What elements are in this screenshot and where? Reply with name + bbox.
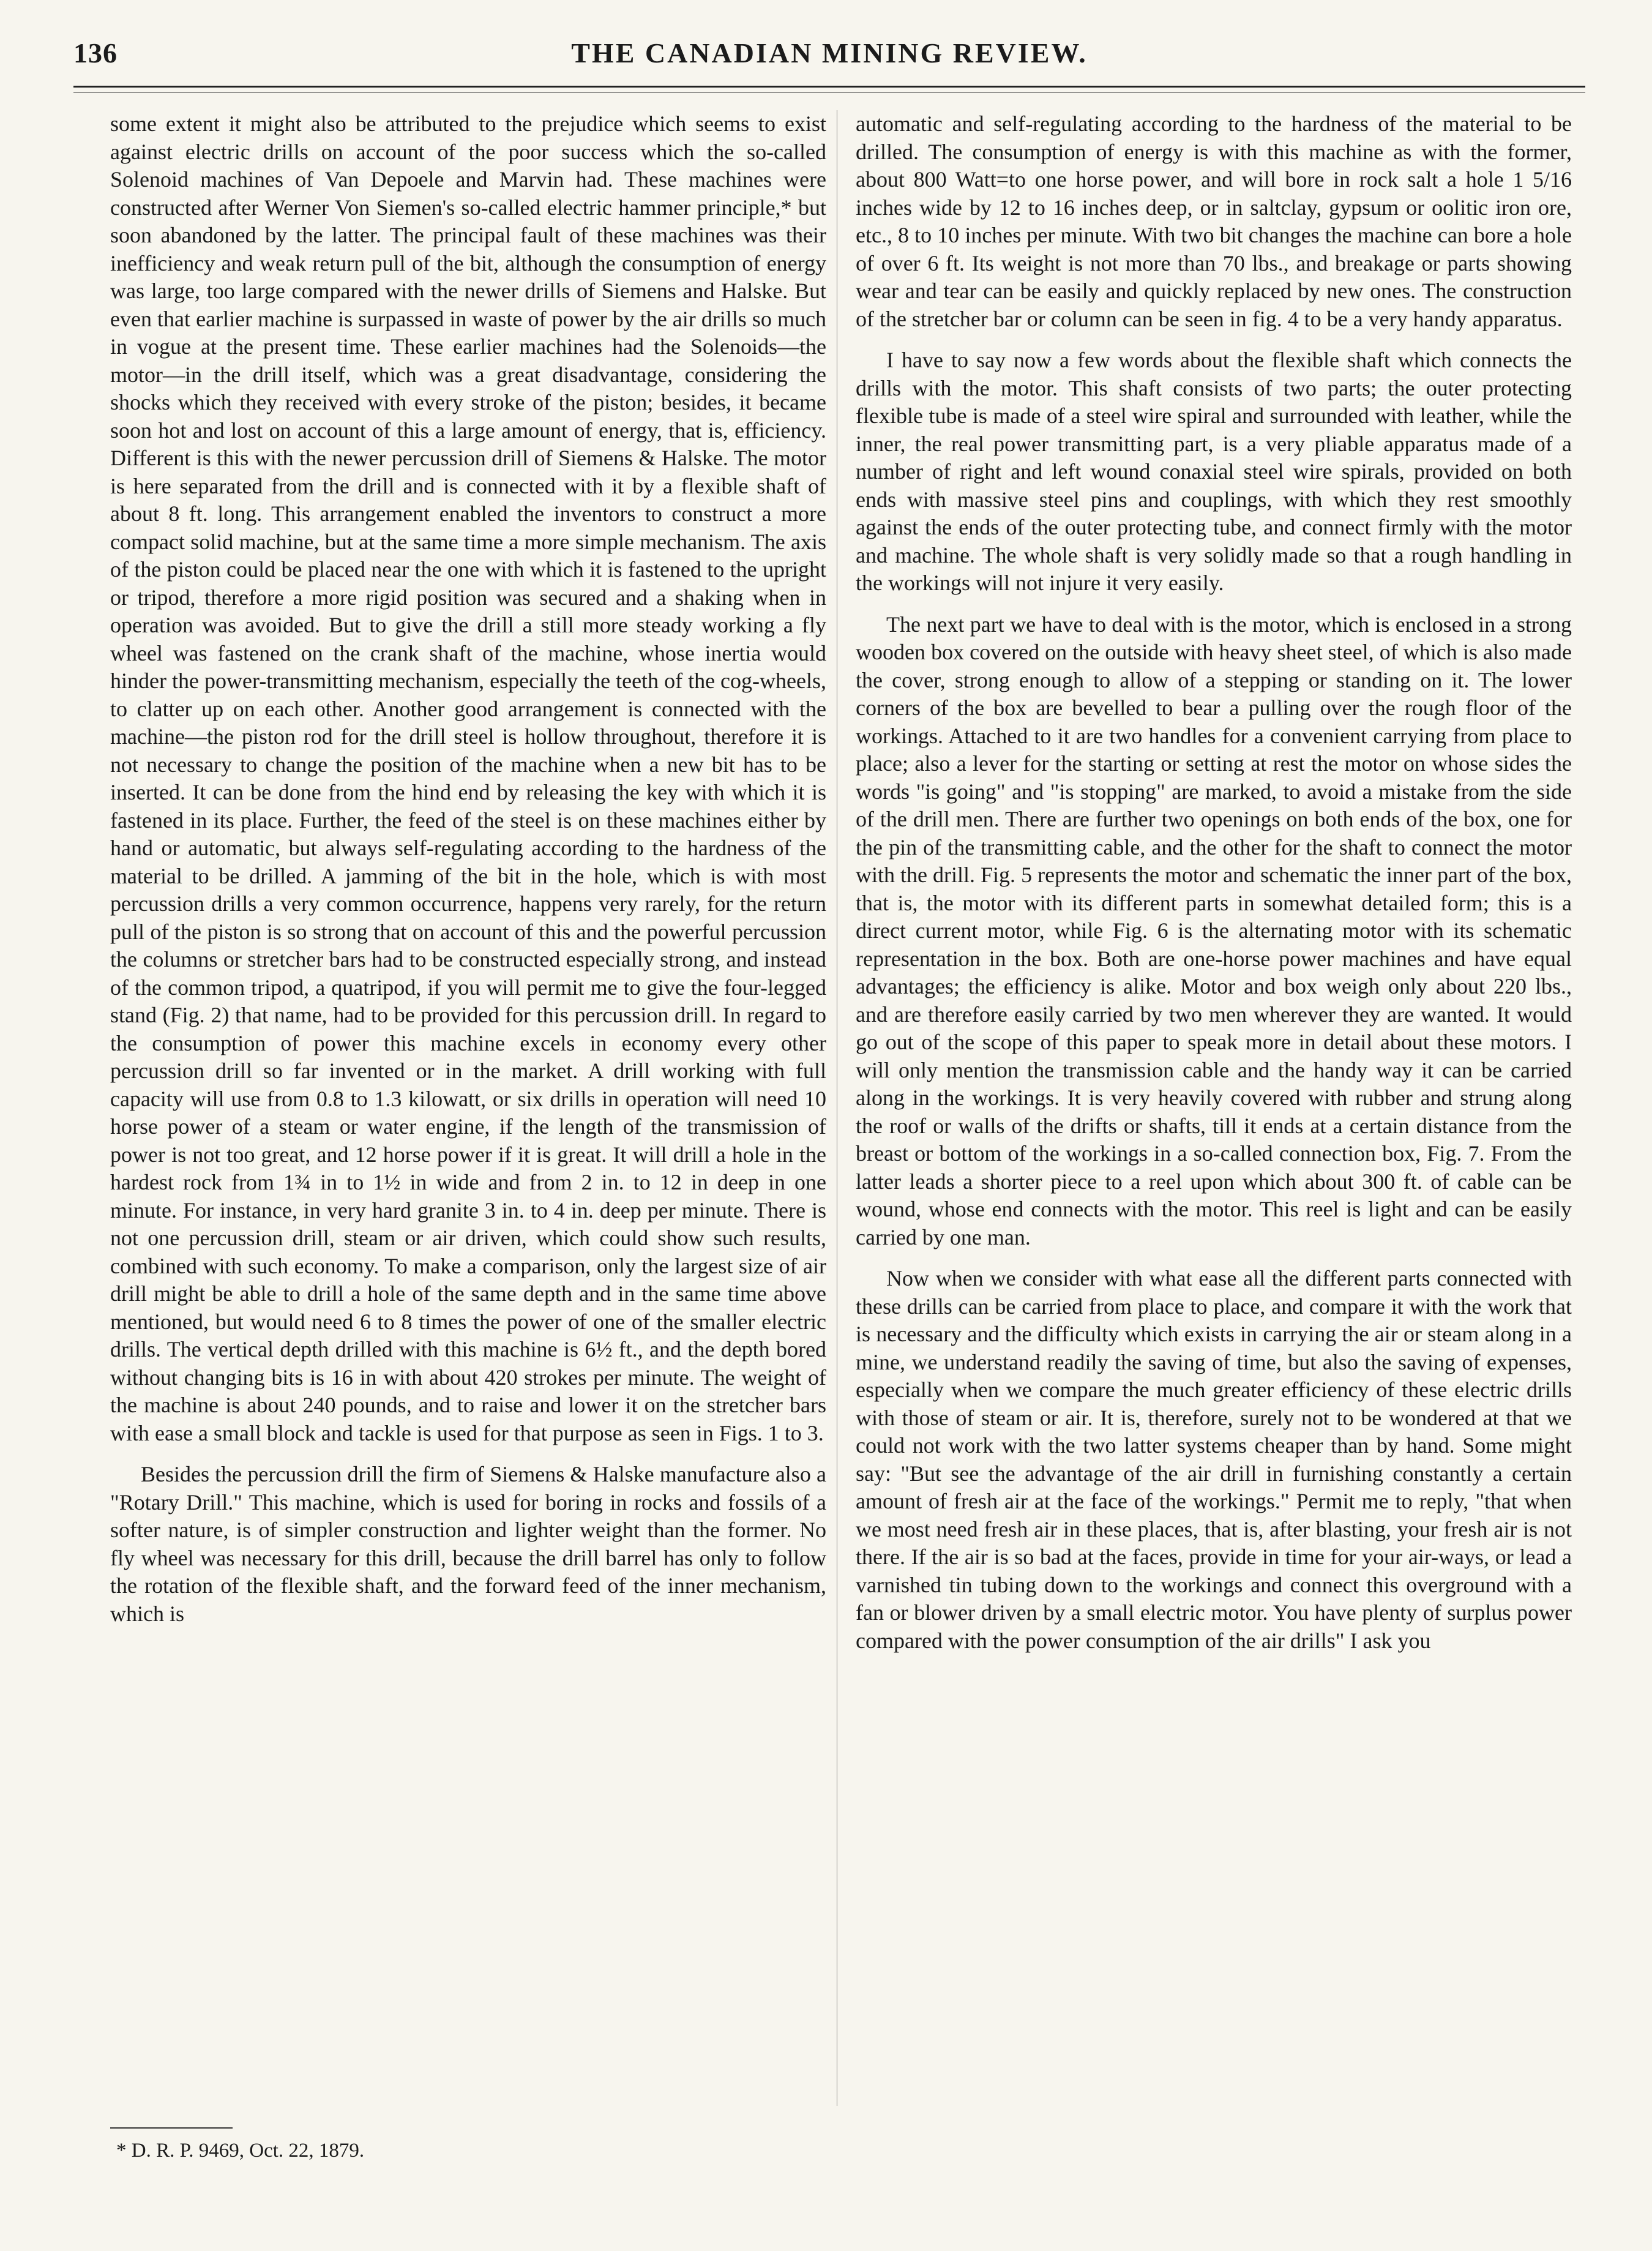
journal-title: THE CANADIAN MINING REVIEW. xyxy=(571,37,1088,69)
left-column xyxy=(110,110,826,1641)
footnote-rule xyxy=(110,2127,233,2129)
page-header xyxy=(73,31,1585,80)
right-paragraph-3: The next part we have to deal with is the motor, which is enclosed in a strong wooden box covered on the outside with heavy sheet steel, of which is also made the cover, strong enough to allow of a stepping or standing on it. The lower corners of the box are bevelled to bear a pulling over the rough floor of the workings. Attached to it are two handles for a convenient carrying from place to place; also a lever for the starting or setting at rest the motor on whose sides the words "is going" and "is stopping" are marked, to avoid a mistake from the side of the drill men. There are further two openings on both ends of the box, one for the pin of the transmitting cable, and the other for the shaft to connect the motor with the drill. Fig. 5 represents the motor and schematic the inner part of the box, that is, the motor with its different parts in somewhat detailed form; this is a direct current motor, while Fig. 6 is the alternating motor with its schematic representation in the box. Both are one-horse power machines and have equal advantages; the efficiency is alike. Motor and box weigh only about 220 lbs., and are therefore easily carried by two men wherever they are wanted. It would go out of the scope of this paper to speak more in detail about these motors. I will only mention the transmission cable and the handy way it can be carried along in the workings. It is very heavily covered with rubber and strung along the roof or walls of the drifts or shafts, till it ends at a certain distance from the breast or bottom of the workings in a so-called connection box, Fig. 7. From the latter leads a shorter piece to a reel upon which about 300 ft. of cable can be wound, whose end connects with the motor. This reel is light and can be easily carried by one man. xyxy=(856,612,1572,1249)
left-paragraph-2: Besides the percussion drill the firm of Siemens & Halske manufacture also a "Rotary Drill." This machine, which is used for boring in rocks and fossils of a softer nature, is of simpler construction and lighter weight than the former. No fly wheel was necessary for this drill, because the drill barrel has only to follow the rotation of the flexible shaft, and the forward feed of the inner mechanism, which is xyxy=(110,1462,826,1626)
right-paragraph-1: automatic and self-regulating according to the hardness of the material to be drilled. The consumption of energy is with this machine as with the former, about 800 Watt=to one horse power, and will bore in rock salt a hole 1 5/16 inches wide by 12 to 16 inches deep, or in saltclay, gypsum or oolitic iron ore, etc., 8 to 10 inches per minute. With two bit changes the machine can bore a hole of over 6 ft. Its weight is not more than 70 lbs., and breakage or parts showing wear and tear can be easily and quickly replaced by new ones. The construction of the stretcher bar or column can be seen in fig. 4 to be a very handy apparatus. xyxy=(856,111,1572,331)
right-paragraph-4: Now when we consider with what ease all the different parts connected with these drills can be carried from place to place, and compare it with the work that is necessary and the difficulty which exists in carrying the air or steam along in a mine, we understand readily the saving of time, but also the saving of expenses, especially when we compare the much greater efficiency of these electric drills with those of steam or air. It is, therefore, surely not to be wondered at that we could not work with the two latter systems cheaper than by hand. Some might say: "But see the advantage of the air drill in furnishing constantly a certain amount of fresh air at the face of the workings." Permit me to reply, "that when we most need fresh air in these places, that is, after blasting, your fresh air is not there. If the air is so bad at the faces, provide in time for your air-ways, or lead a varnished tin tubing down to the workings and connect this overground with a fan or blower driven by a small electric motor. You have plenty of surplus power compared with the power consumption of the air drills" I ask you xyxy=(856,1266,1572,1653)
footnote: * D. R. P. 9469, Oct. 22, 1879. xyxy=(116,2140,365,2162)
left-paragraph-1: some extent it might also be attributed to the prejudice which seems to exist against electric drills on account of the poor success which the so-called Solenoid machines of Van Depoele and Marvin had. These machines were constructed after Werner Von Siemen's so-called electric hammer principle,* but soon abandoned by the latter. The principal fault of these machines was their inefficiency and weak return pull of the bit, although the consumption of energy was large, too large compared with the newer drills of Siemens and Halske. But even that earlier machine is surpassed in waste of power by the air drills so much in vogue at the present time. These earlier machines had the Solenoids—the motor—in the drill itself, which was a great disadvantage, considering the shocks which they received with every stroke of the piston; besides, it became soon hot and lost on account of this a large amount of energy, that is, efficiency. Different is this with the newer percussion drill of Siemens & Halske. The motor is here separated from the drill and is connected with it by a flexible shaft of about 8 ft. long. This arrangement enabled the inventors to construct a more compact solid machine, but at the same time a more simple mechanism. The axis of the piston could be placed near the one with which it is fastened to the upright or tripod, therefore a more rigid position was secured and a shaking when in operation was avoided. But to give the drill a still more steady working a fly wheel was fastened on the crank shaft of the machine, whose inertia would hinder the power-transmitting mechanism, especially the teeth of the cog-wheels, to clatter up on each other. Another good arrangement is connected with the machine—the piston rod for the drill steel is hollow throughout, therefore it is not necessary to change the position of the machine when a new bit has to be inserted. It can be done from the hind end by releasing the key with which it is fastened in its place. Further, the feed of the steel is on these machines either by hand or automatic, but always self-regulating according to the hardness of the material to be drilled. A jamming of the bit in the hole, which is with most percussion drills a very common occurrence, happens very rarely, for the return pull of the piston is so strong that on account of this and the powerful percussion the columns or stretcher bars had to be constructed especially strong, and instead of the common tripod, a quatripod, if you will permit me to give the four-legged stand (Fig. 2) that name, had to be provided for this percussion drill. In regard to the consumption of power this machine excels in economy every other percussion drill so far invented or in the market. A drill working with full capacity will use from 0.8 to 1.3 kilowatt, or six drills in operation will need 10 horse power of a steam or water engine, if the length of the transmission of power is not too great, and 12 horse power if it is great. It will drill a hole in the hardest rock from 1¾ in to 1½ in wide and from 2 in. to 12 in deep in one minute. For instance, in very hard granite 3 in. to 4 in. deep per minute. There is not one percussion drill, steam or air driven, which could show such results, combined with such economy. To make a comparison, only the largest size of air drill might be able to drill a hole of the same depth and in the same time above mentioned, but would need 6 to 8 times the power of one of the smaller electric drills. The vertical depth drilled with this machine is 6½ ft., and the depth bored without changing bits is 16 in with about 420 strokes per minute. The weight of the machine is about 240 pounds, and to raise and lower it on the stretcher bars with ease a small block and tackle is used for that purpose as seen in Figs. 1 to 3. xyxy=(110,111,826,1445)
page-number: 136 xyxy=(73,37,118,69)
right-paragraph-2: I have to say now a few words about the flexible shaft which connects the drills with the motor. This shaft consists of two parts; the outer protecting flexible tube is made of a steel wire spiral and surrounded with leather, while the inner, the real power transmitting part, is a very pliable apparatus made of a number of right and left wound conaxial steel wire spirals, provided on both ends with massive steel pins and couplings, with which they rest smoothly against the ends of the outer protecting tube, and connect firmly with the motor and machine. The whole shaft is very solidly made so that a rough handling in the workings will not injure it very easily. xyxy=(856,348,1572,595)
right-column xyxy=(856,110,1572,1668)
header-rule xyxy=(73,86,1585,93)
